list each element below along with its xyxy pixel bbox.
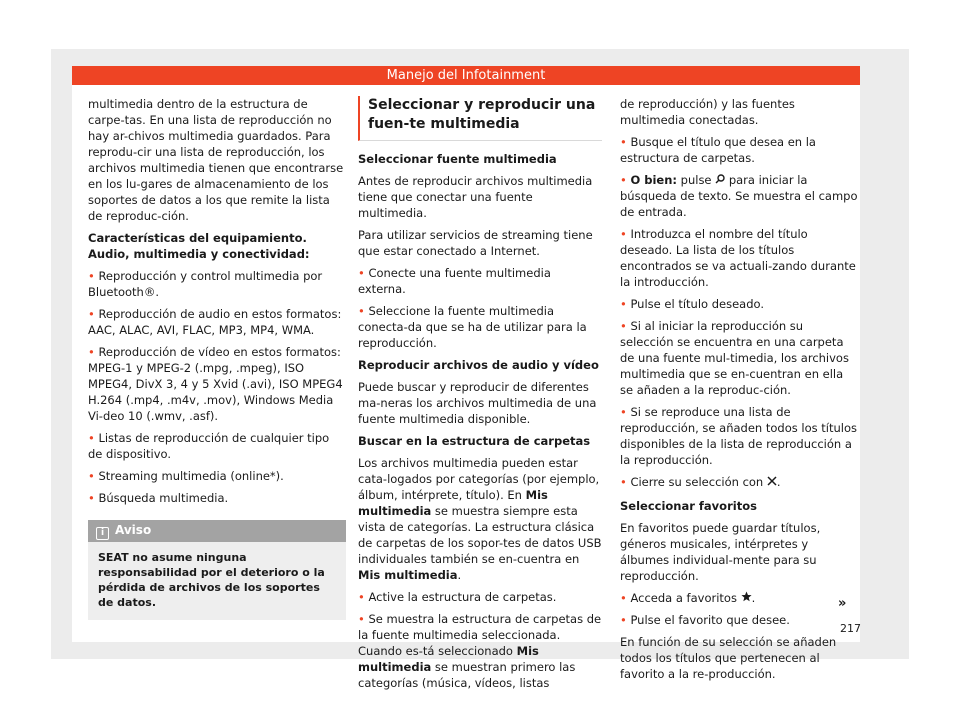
paragraph: Los archivos multimedia pueden estar cata-logados por categorías (por ejemplo, álbum, intérprete, título). En Mis multimedia se muestra siempre esta vista de categorías. La estructura clásica de carpetas de los sopor-tes de datos USB individuales también se en-cuentra en Mis multimedia.	[358, 456, 602, 582]
bullet-icon: •	[620, 319, 627, 333]
step-item: • Si se reproduce una lista de reproducción, se añaden todos los títulos disponibles de la lista de reproducción a la reproducción.	[620, 405, 857, 467]
bullet-icon: •	[88, 431, 95, 445]
step-item: • Pulse el título deseado.	[620, 297, 764, 311]
paragraph: Antes de reproducir archivos multimedia tiene que conectar una fuente multimedia.	[358, 174, 593, 220]
column-1	[88, 96, 346, 620]
search-icon	[715, 173, 725, 187]
subheading: Reproducir archivos de audio y vídeo	[358, 358, 599, 372]
feature-item: • Streaming multimedia (online*).	[88, 469, 284, 483]
subheading: Buscar en la estructura de carpetas	[358, 434, 591, 448]
column-2	[358, 96, 602, 697]
step-item: • Acceda a favoritos .	[620, 591, 756, 605]
bullet-icon: •	[620, 227, 627, 241]
step-item: • Introduzca el nombre del título deseado. La lista de los títulos encontrados se va actuali-zando durante la introducción.	[620, 227, 856, 289]
features-heading: Características del equipamiento. Audio, multimedia y conectividad:	[88, 231, 310, 261]
bullet-icon: •	[620, 613, 627, 627]
step-item: • Seleccione la fuente multimedia conecta-da que se ha de utilizar para la reproducción.	[358, 304, 587, 350]
paragraph: Puede buscar y reproducir de diferentes ma-neras los archivos multimedia de una fuente multimedia disponible.	[358, 380, 597, 426]
bullet-icon: •	[88, 491, 95, 505]
step-item: • Se muestra la estructura de carpetas de la fuente multimedia seleccionada. Cuando es-tá seleccionado Mis multimedia se muestran primero las categorías (música, vídeos, listas	[358, 612, 602, 690]
bullet-icon: •	[358, 590, 365, 604]
feature-item: • Búsqueda multimedia.	[88, 491, 229, 505]
star-icon	[741, 591, 752, 605]
bullet-icon: •	[620, 173, 627, 187]
step-item: • Si al iniciar la reproducción su selección se encuentra en una carpeta de una fuente mul-timedia, los archivos multimedia que se en-cuentran en ella se añaden a la reproduc-ción.	[620, 319, 849, 397]
bullet-icon: •	[620, 591, 627, 605]
notice-text: SEAT no asume ninguna responsabilidad por el deterioro o la pérdida de archivos de los soportes de datos.	[98, 551, 325, 609]
chapter-header: Manejo del Infotainment	[72, 66, 860, 85]
feature-item: • Listas de reproducción de cualquier tipo de dispositivo.	[88, 431, 330, 461]
bullet-icon: •	[88, 345, 95, 359]
close-icon	[767, 475, 777, 489]
feature-item: • Reproducción y control multimedia por Bluetooth®.	[88, 269, 323, 299]
paragraph: En función de su selección se añaden todos los títulos que pertenecen al favorito a la re-producción.	[620, 635, 837, 681]
paragraph: de reproducción) y las fuentes multimedia conectadas.	[620, 97, 795, 127]
bullet-icon: •	[620, 135, 627, 149]
step-item: • Conecte una fuente multimedia externa.	[358, 266, 551, 296]
info-icon: i	[96, 527, 109, 540]
bullet-icon: •	[358, 304, 365, 318]
bullet-icon: •	[88, 307, 95, 321]
step-item: • Busque el título que desea en la estructura de carpetas.	[620, 135, 816, 165]
bullet-icon: •	[88, 269, 95, 283]
bullet-icon: •	[358, 612, 365, 626]
bullet-icon: •	[358, 266, 365, 280]
column-3	[620, 96, 858, 688]
bullet-icon: •	[88, 469, 95, 483]
bullet-icon: •	[620, 475, 627, 489]
feature-item: • Reproducción de audio en estos formatos: AAC, ALAC, AVI, FLAC, MP3, MP4, WMA.	[88, 307, 342, 337]
step-item: • Pulse el favorito que desee.	[620, 613, 790, 627]
subheading: Seleccionar favoritos	[620, 499, 757, 513]
subheading: Seleccionar fuente multimedia	[358, 152, 557, 166]
paragraph: Para utilizar servicios de streaming tiene que estar conectado a Internet.	[358, 228, 593, 258]
notice-box	[88, 520, 346, 620]
step-item: • Active la estructura de carpetas.	[358, 590, 557, 604]
feature-item: • Reproducción de vídeo en estos formatos: MPEG-1 y MPEG-2 (.mpg, .mpeg), ISO MPEG4, DivX 3, 4 y 5 Xvid (.avi), ISO MPEG4 H.264 (.mp4, .m4v, .mov), Windows Media Vi-deo 10 (.wmv, .asf).	[88, 345, 343, 423]
page-number: 217	[840, 622, 861, 635]
bullet-icon: •	[620, 297, 627, 311]
section-title: Seleccionar y reproducir una fuen-te multimedia	[358, 96, 602, 141]
step-item: • O bien: pulse para iniciar la búsqueda de texto. Se muestra el campo de entrada.	[620, 173, 858, 219]
continue-mark: »	[838, 596, 847, 611]
paragraph: multimedia dentro de la estructura de carpe-tas. En una lista de reproducción no hay ar-chivos multimedia guardados. Para reprodu-cir una lista de reproducción, los archivos multimedia tienen que encontrarse en los lu-gares de almacenamiento de los soportes de datos a los que remite la lista de reproduc-ción.	[88, 97, 344, 223]
notice-header: i Aviso	[88, 520, 346, 542]
bullet-icon: •	[620, 405, 627, 419]
paragraph: En favoritos puede guardar títulos, géneros musicales, intérpretes y álbumes individual-mente para su reproducción.	[620, 521, 821, 583]
step-item: • Cierre su selección con .	[620, 475, 781, 489]
